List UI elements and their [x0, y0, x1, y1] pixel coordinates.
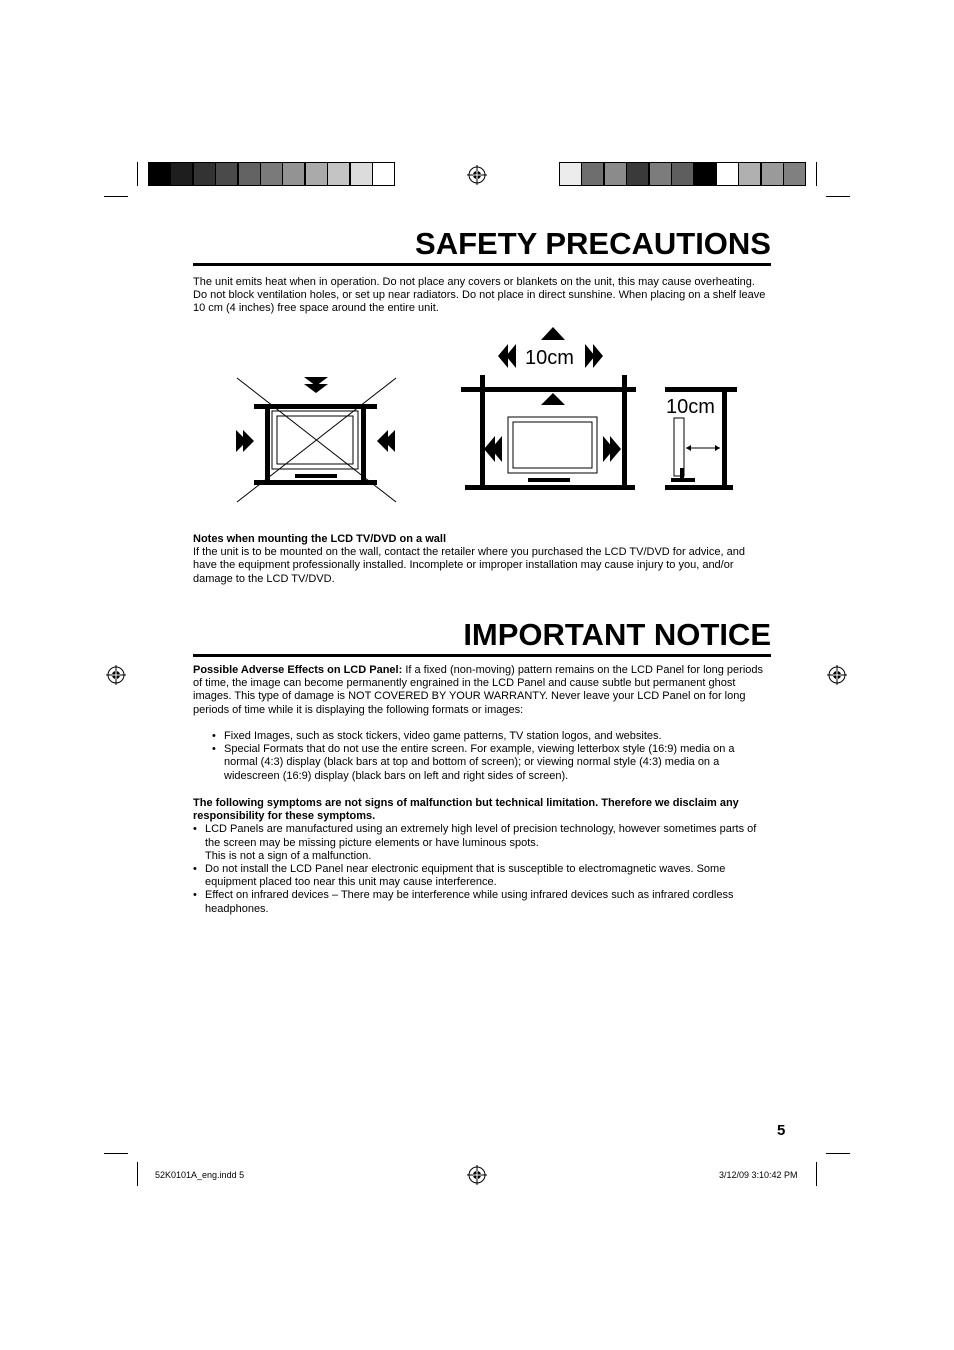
page-title-safety: SAFETY PRECAUTIONS — [415, 226, 771, 261]
crop-mark — [104, 196, 128, 197]
crop-mark — [816, 162, 817, 186]
color-swatch — [559, 162, 582, 186]
color-swatch — [693, 162, 716, 186]
ventilation-diagram — [225, 320, 745, 520]
color-swatch — [327, 162, 350, 186]
color-swatch — [305, 162, 328, 186]
crop-mark — [137, 162, 138, 186]
footer-filename: 52K0101A_eng.indd 5 — [155, 1170, 245, 1180]
crop-mark — [104, 1153, 128, 1154]
symptoms-section — [193, 797, 771, 916]
color-swatch — [738, 162, 761, 186]
incorrect-placement-illustration — [236, 377, 396, 502]
color-swatch — [372, 162, 395, 186]
crop-mark — [826, 1153, 850, 1154]
list-item-note: This is not a sign of a malfunction. — [205, 849, 372, 862]
color-swatch — [783, 162, 806, 186]
color-swatch — [761, 162, 784, 186]
color-swatch — [716, 162, 739, 186]
color-swatch — [649, 162, 672, 186]
notice-lead-text: If a fixed (non-moving) pattern remains on the LCD Panel for long periods of time, the image can become permanently engrained in the LCD Panel and cause subtle but permanent ghost images. This type of damage is NOT COVERED BY YOUR WARRANTY. Never leave your LCD Panel on for long periods of time while it is displaying the following formats or images: — [193, 664, 764, 716]
list-item-text: LCD Panels are manufactured using an extremely high level of precision technology, however sometimes parts of the screen may be missing picture elements or have luminous spots. — [205, 823, 757, 849]
symptoms-heading: The following symptoms are not signs of malfunction but technical limitation. Therefore we disclaim any responsibility for these symptoms. — [193, 797, 739, 823]
title-rule — [193, 654, 771, 657]
color-swatch — [170, 162, 193, 186]
clearance-label-front: 10cm — [525, 347, 574, 369]
crop-mark — [816, 1162, 817, 1186]
registration-mark-icon — [106, 665, 126, 685]
crop-mark — [137, 1162, 138, 1186]
list-item: • Effect on infrared devices – There may be interference while using infrared devices such as infrared cordless headphones. — [193, 889, 771, 915]
list-item: • Special Formats that do not use the entire screen. For example, viewing letterbox style (16:9) media on a normal (4:3) display (black bars at top and bottom of screen); or viewing normal style (4:3) media on a widescreen (16:9) display (black bars on left and right sides of screen). — [212, 743, 767, 783]
color-swatch — [350, 162, 373, 186]
wall-mount-heading: Notes when mounting the LCD TV/DVD on a wall — [193, 533, 447, 545]
notice-lead-bold: Possible Adverse Effects on LCD Panel: — [193, 664, 403, 676]
wall-mount-text: If the unit is to be mounted on the wall, contact the retailer where you purchased the LCD TV/DVD for advice, and have the equipment professionally installed. Incomplete or improper installation may cause injury to you, and/or damage to the LCD TV/DVD. — [193, 546, 745, 585]
clearance-label-side: 10cm — [666, 396, 715, 418]
notice-lead — [193, 664, 768, 717]
formats-list — [212, 730, 767, 783]
color-swatch — [148, 162, 171, 186]
list-item: • Fixed Images, such as stock tickers, video game patterns, TV station logos, and websites. — [212, 730, 767, 743]
color-swatch — [671, 162, 694, 186]
color-swatch — [260, 162, 283, 186]
safety-intro: The unit emits heat when in operation. Do not place any covers or blankets on the unit, this may cause overheating. Do not block ventilation holes, or set up near radiators. Do not place in direct sunshine. When placing on a shelf leave 10 cm (4 inches) free space around the entire unit. — [193, 276, 766, 315]
list-item: • Do not install the LCD Panel near electronic equipment that is susceptible to electromagnetic waves. Some equipment placed too near this unit may cause interference. — [193, 863, 771, 889]
list-item — [193, 823, 771, 863]
color-swatch — [626, 162, 649, 186]
registration-mark-icon — [467, 1165, 487, 1185]
color-swatch — [581, 162, 604, 186]
footer-timestamp: 3/12/09 3:10:42 PM — [719, 1170, 798, 1180]
registration-mark-icon — [467, 165, 487, 185]
color-swatch — [215, 162, 238, 186]
color-swatch — [604, 162, 627, 186]
title-rule — [193, 263, 771, 266]
color-swatch — [193, 162, 216, 186]
wall-mount-notes — [193, 533, 768, 586]
page-number: 5 — [777, 1122, 786, 1139]
crop-mark — [826, 196, 850, 197]
color-swatch — [282, 162, 305, 186]
registration-mark-icon — [827, 665, 847, 685]
color-swatch — [238, 162, 261, 186]
page-title-notice: IMPORTANT NOTICE — [463, 617, 771, 652]
